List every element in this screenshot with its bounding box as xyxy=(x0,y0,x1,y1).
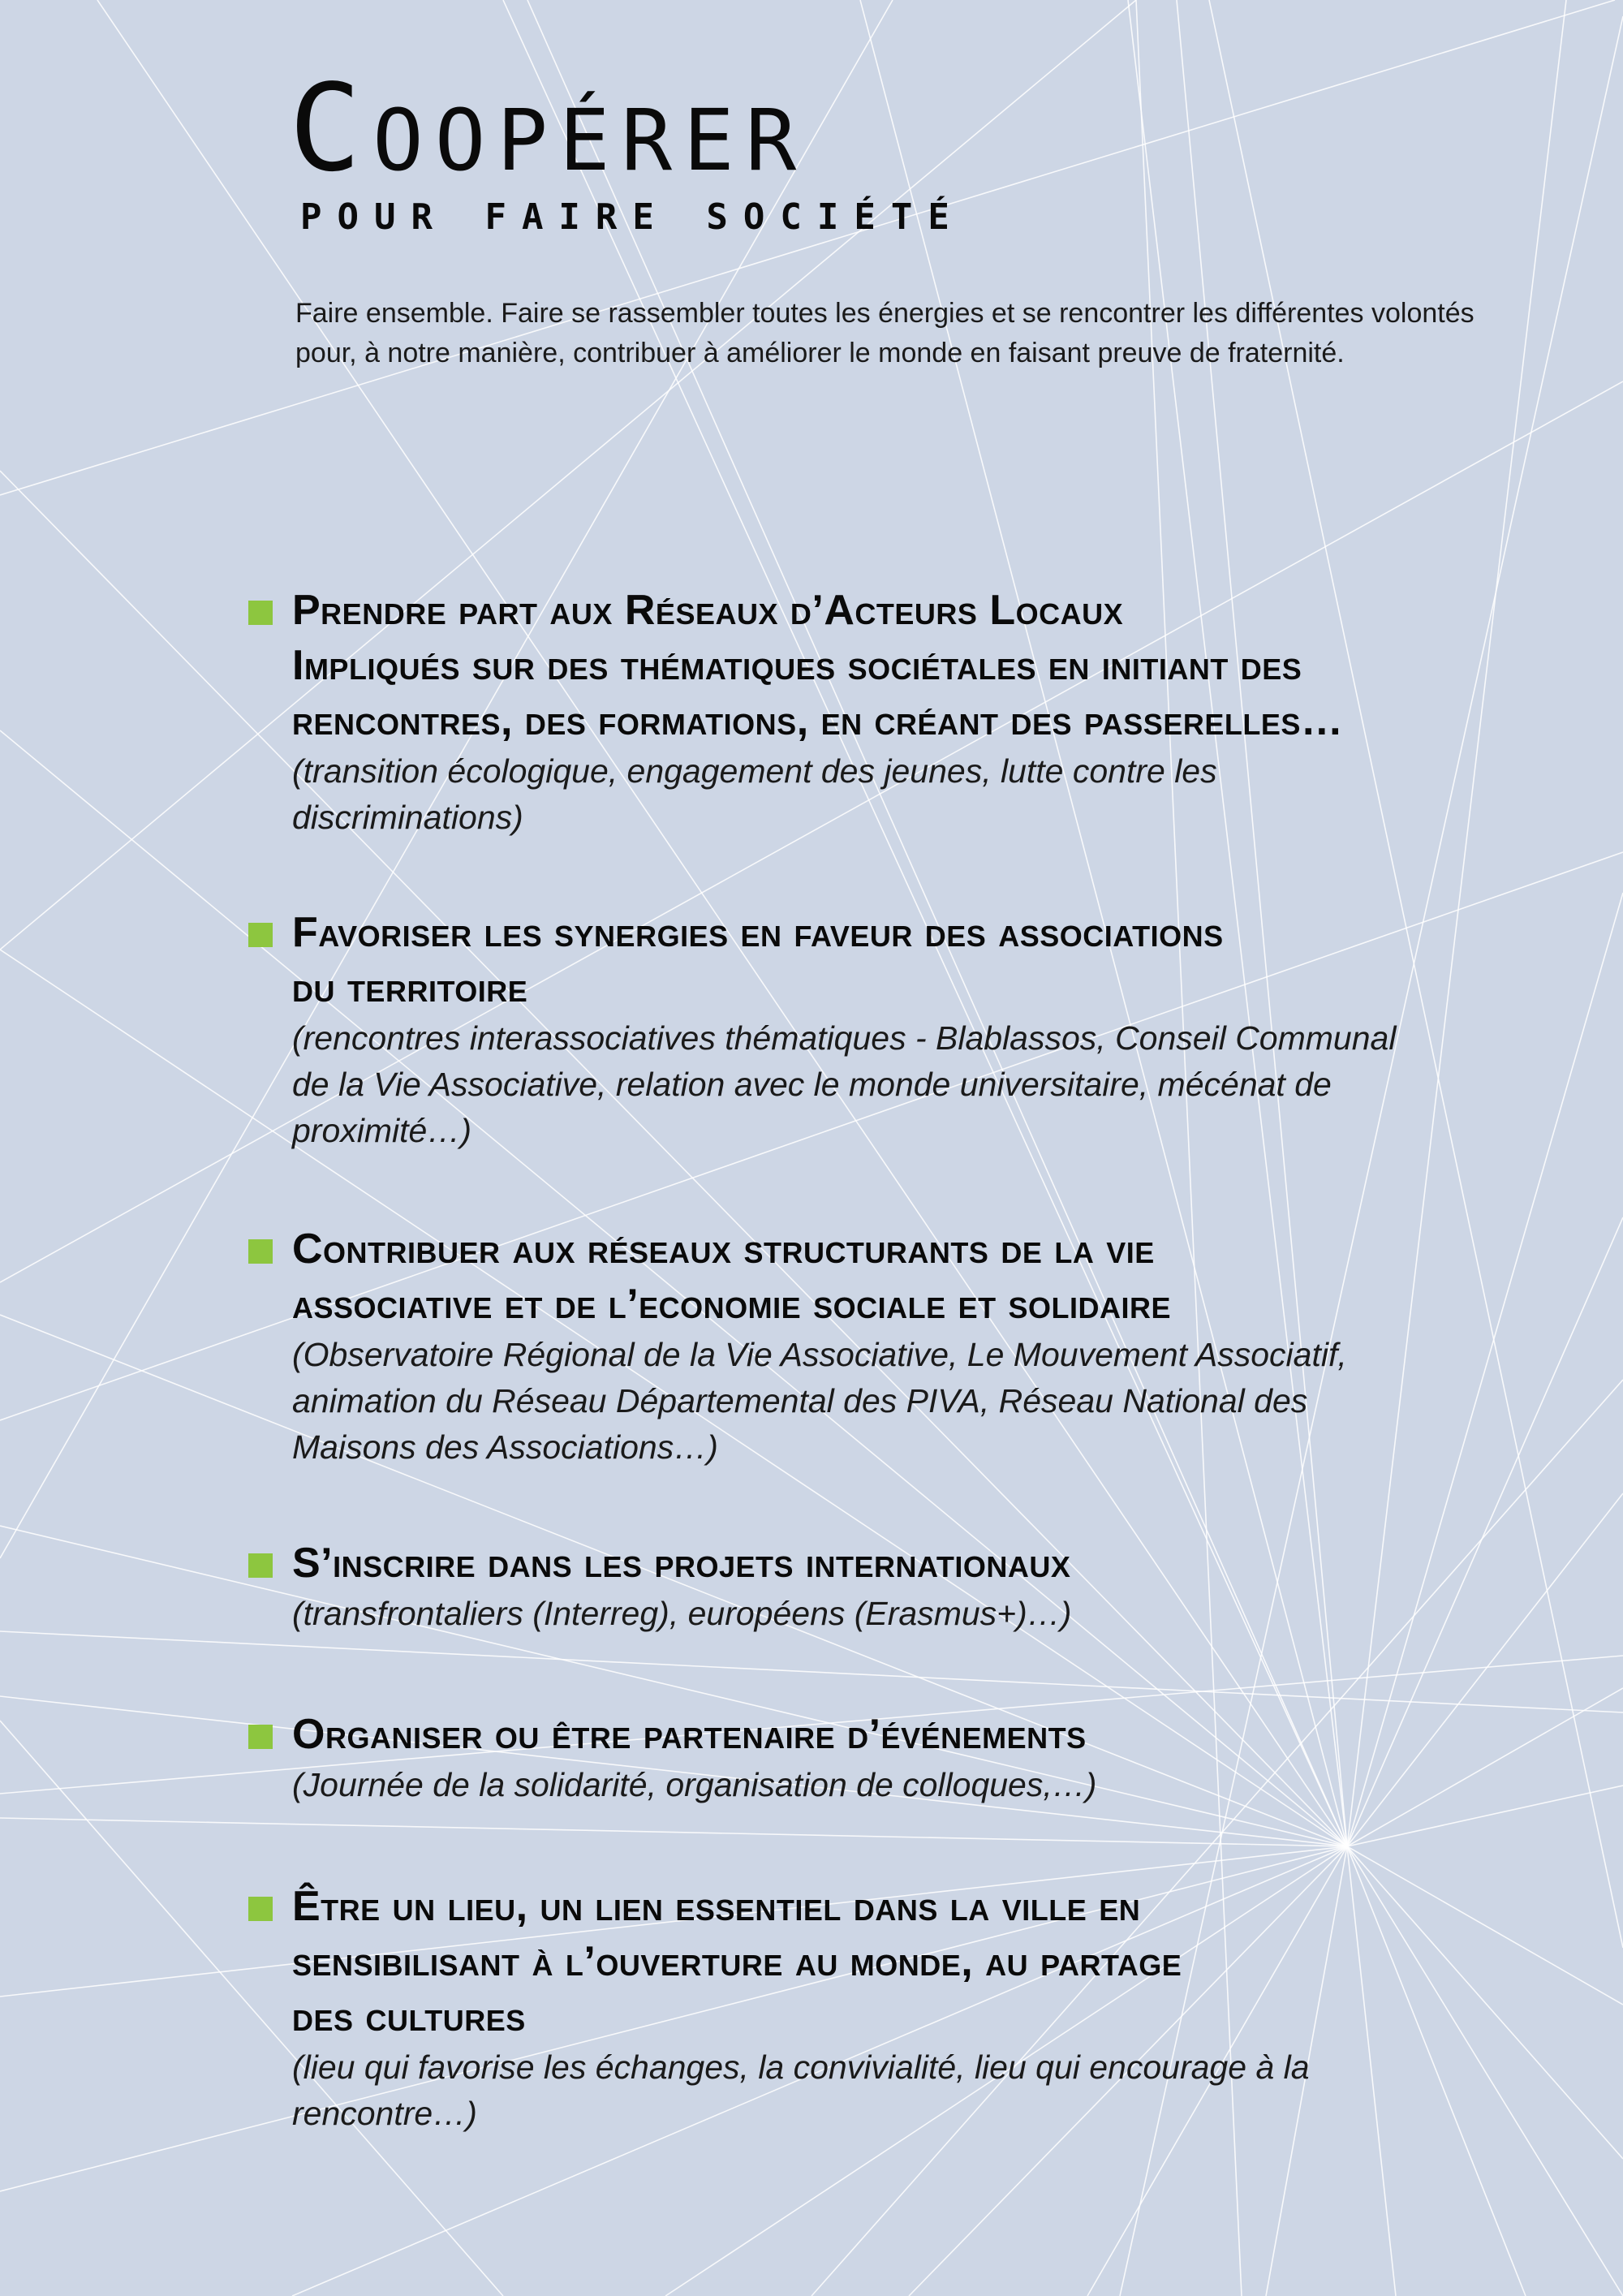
note-line: rencontre…) xyxy=(292,2095,477,2132)
heading-line: Organiser ou être partenaire d’événements xyxy=(292,1711,1087,1758)
bullet-square-icon xyxy=(248,1897,273,1921)
item-heading xyxy=(292,1879,1547,2044)
item-note xyxy=(292,748,1547,841)
item-note xyxy=(292,1591,1547,1637)
heading-line: des cultures xyxy=(292,1993,526,2040)
bullet-square-icon xyxy=(248,1725,273,1749)
item-heading xyxy=(292,583,1547,748)
list-item xyxy=(248,583,1547,841)
note-line: (lieu qui favorise les échanges, la convivialité, lieu qui encourage à la xyxy=(292,2048,1310,2086)
item-note xyxy=(292,2044,1547,2137)
heading-line: Être un lieu, un lien essentiel dans la ville en xyxy=(292,1883,1141,1930)
heading-line: sensibilisant à l’ouverture au monde, au partage xyxy=(292,1938,1182,1985)
item-note xyxy=(292,1762,1547,1808)
bullet-square-icon xyxy=(248,1553,273,1578)
note-line: discriminations) xyxy=(292,799,523,836)
item-heading xyxy=(292,1707,1547,1762)
heading-line: Contribuer aux réseaux structurants de la vie xyxy=(292,1226,1155,1273)
item-heading xyxy=(292,1221,1547,1332)
bullet-square-icon xyxy=(248,923,273,947)
note-line: (Journée de la solidarité, organisation de colloques,…) xyxy=(292,1766,1097,1803)
item-note xyxy=(292,1015,1547,1154)
list-item xyxy=(248,1879,1547,2137)
heading-line: Impliqués sur des thématiques sociétales en initiant des xyxy=(292,642,1302,689)
bullet-square-icon xyxy=(248,601,273,625)
bullet-square-icon xyxy=(248,1239,273,1264)
heading-line: du territoire xyxy=(292,964,528,1011)
heading-line: S’inscrire dans les projets internationaux xyxy=(292,1540,1071,1587)
note-line: (rencontres interassociatives thématiques - Blablassos, Conseil Communal xyxy=(292,1019,1397,1057)
list-item xyxy=(248,905,1547,1154)
list-item xyxy=(248,1221,1547,1471)
item-heading xyxy=(292,1536,1547,1591)
item-heading xyxy=(292,905,1547,1015)
heading-line: rencontres, des formations, en créant des passerelles… xyxy=(292,697,1344,744)
note-line: (Observatoire Régional de la Vie Associative, Le Mouvement Associatif, xyxy=(292,1336,1347,1373)
page-title: Coopérer xyxy=(289,58,808,198)
note-line: Maisons des Associations…) xyxy=(292,1428,718,1466)
intro-paragraph: Faire ensemble. Faire se rassembler toutes les énergies et se rencontrer les différentes volontés pour, à notre manière, contribuer à améliorer le monde en faisant preuve de fraternité. xyxy=(295,298,1474,368)
item-note xyxy=(292,1332,1547,1471)
note-line: proximité…) xyxy=(292,1112,471,1149)
list-item xyxy=(248,1707,1547,1808)
note-line: (transition écologique, engagement des jeunes, lutte contre les xyxy=(292,752,1217,790)
page-subtitle: POUR FAIRE SOCIÉTÉ xyxy=(300,196,965,238)
heading-line: associative et de l’economie sociale et solidaire xyxy=(292,1281,1172,1328)
heading-line: Prendre part aux Réseaux d’Acteurs Locaux xyxy=(292,587,1124,634)
list-item xyxy=(248,1536,1547,1637)
note-line: de la Vie Associative, relation avec le monde universitaire, mécénat de xyxy=(292,1066,1332,1103)
heading-line: Favoriser les synergies en faveur des associations xyxy=(292,909,1224,956)
note-line: (transfrontaliers (Interreg), européens (Erasmus+)…) xyxy=(292,1595,1072,1632)
note-line: animation du Réseau Départemental des PIVA, Réseau National des xyxy=(292,1382,1308,1419)
